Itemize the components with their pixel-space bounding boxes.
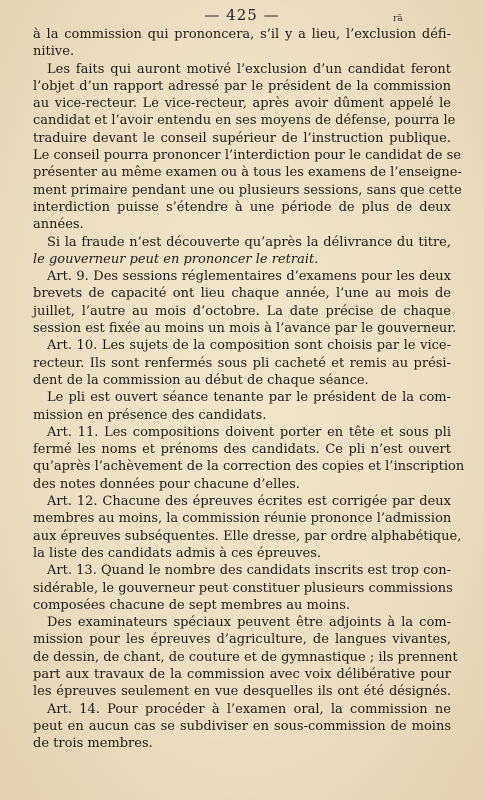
text-line: au vice-recteur. Le vice-recteur, après avoir dûment appelé le: [33, 96, 451, 112]
corner-mark: rā: [393, 14, 403, 24]
text-line: peut en aucun cas se subdiviser en sous-commission de moins: [33, 718, 451, 734]
text-line: Art. 11. Les compositions doivent porter en tête et sous pli: [47, 424, 451, 440]
text-line: qu’après l’achèvement de la correction des copies et l’inscription: [33, 459, 465, 475]
text-line: part aux travaux de la commission avec voix délibérative pour: [33, 666, 451, 682]
text-line: présenter au même examen ou à tous les examens de l’enseigne-: [33, 165, 462, 181]
text-line: juillet, l’autre au mois d’octobre. La date précise de chaque: [33, 303, 451, 319]
text-line: ment primaire pendant une ou plusieurs sessions, sans que cette: [33, 182, 462, 198]
text-line: Art. 9. Des sessions réglementaires d’examens pour les deux: [47, 269, 451, 285]
text-line: Le conseil pourra prononcer l’interdiction pour le candidat de se: [33, 148, 461, 164]
text-line: mission en présence des candidats.: [33, 407, 267, 423]
text-line: l’objet d’un rapport adressé par le président de la commission: [33, 78, 451, 94]
text-line: interdiction puisse s’étendre à une période de plus de deux: [33, 199, 451, 215]
text-line: Les faits qui auront motivé l’exclusion d’un candidat feront: [47, 61, 451, 77]
text-line: la liste des candidats admis à ces épreuves.: [33, 545, 322, 561]
text-line: Art. 12. Chacune des épreuves écrites est corrigée par deux: [47, 494, 451, 510]
text-line: à la commission qui prononcera, s’il y a lieu, l’exclusion défi-: [33, 27, 451, 42]
text-line: Des examinateurs spéciaux peuvent être adjoints à la com-: [47, 615, 451, 631]
text-line: dent de la commission au début de chaque séance.: [33, 372, 369, 388]
text-line: années.: [33, 217, 84, 233]
text-line: membres au moins, la commission réunie prononce l’admission: [33, 511, 452, 527]
text-line: recteur. Ils sont renfermés sous pli cacheté et remis au prési-: [33, 355, 451, 371]
text-line: nitive.: [33, 44, 75, 60]
text-line: Art. 14. Pour procéder à l’examen oral, la commission ne: [47, 701, 451, 717]
text-line: des notes données pour chacune d’elles.: [33, 476, 300, 492]
text-line: de dessin, de chant, de couture et de gymnastique ; ils prennent: [33, 649, 458, 665]
text-line: traduire devant le conseil supérieur de l’instruction publique.: [33, 130, 451, 146]
text-line: mission pour les épreuves d’agriculture, de langues vivantes,: [33, 632, 451, 648]
text-line: Le pli est ouvert séance tenante par le président de la com-: [47, 390, 451, 406]
text-line: session est fixée au moins un mois à l’avance par le gouverneur.: [33, 321, 457, 337]
text-line: composées chacune de sept membres au moins.: [33, 597, 351, 613]
text-line: le gouverneur peut en prononcer le retrait.: [33, 251, 319, 267]
body-text: [33, 26, 465, 752]
text-line: Art. 10. Les sujets de la composition sont choisis par le vice-: [47, 338, 451, 354]
page-number: — 425 —: [204, 6, 280, 24]
text-line: de trois membres.: [33, 736, 153, 752]
text-line: aux épreuves subséquentes. Elle dresse, par ordre alphabétique,: [33, 528, 462, 544]
text-line: fermé les noms et prénoms des candidats. Ce pli n’est ouvert: [33, 442, 451, 458]
text-line: brevets de capacité ont lieu chaque année, l’une au mois de: [33, 286, 451, 302]
text-line: les épreuves seulement en vue desquelles ils ont été désignés.: [33, 684, 451, 700]
text-line: Art. 13. Quand le nombre des candidats inscrits est trop con-: [47, 563, 451, 579]
text-line: candidat et l’avoir entendu en ses moyens de défense, pourra le: [33, 113, 456, 129]
text-line: sidérable, le gouverneur peut constituer plusieurs commissions: [33, 580, 453, 596]
text-line: Si la fraude n’est découverte qu’après la délivrance du titre,: [47, 234, 451, 250]
